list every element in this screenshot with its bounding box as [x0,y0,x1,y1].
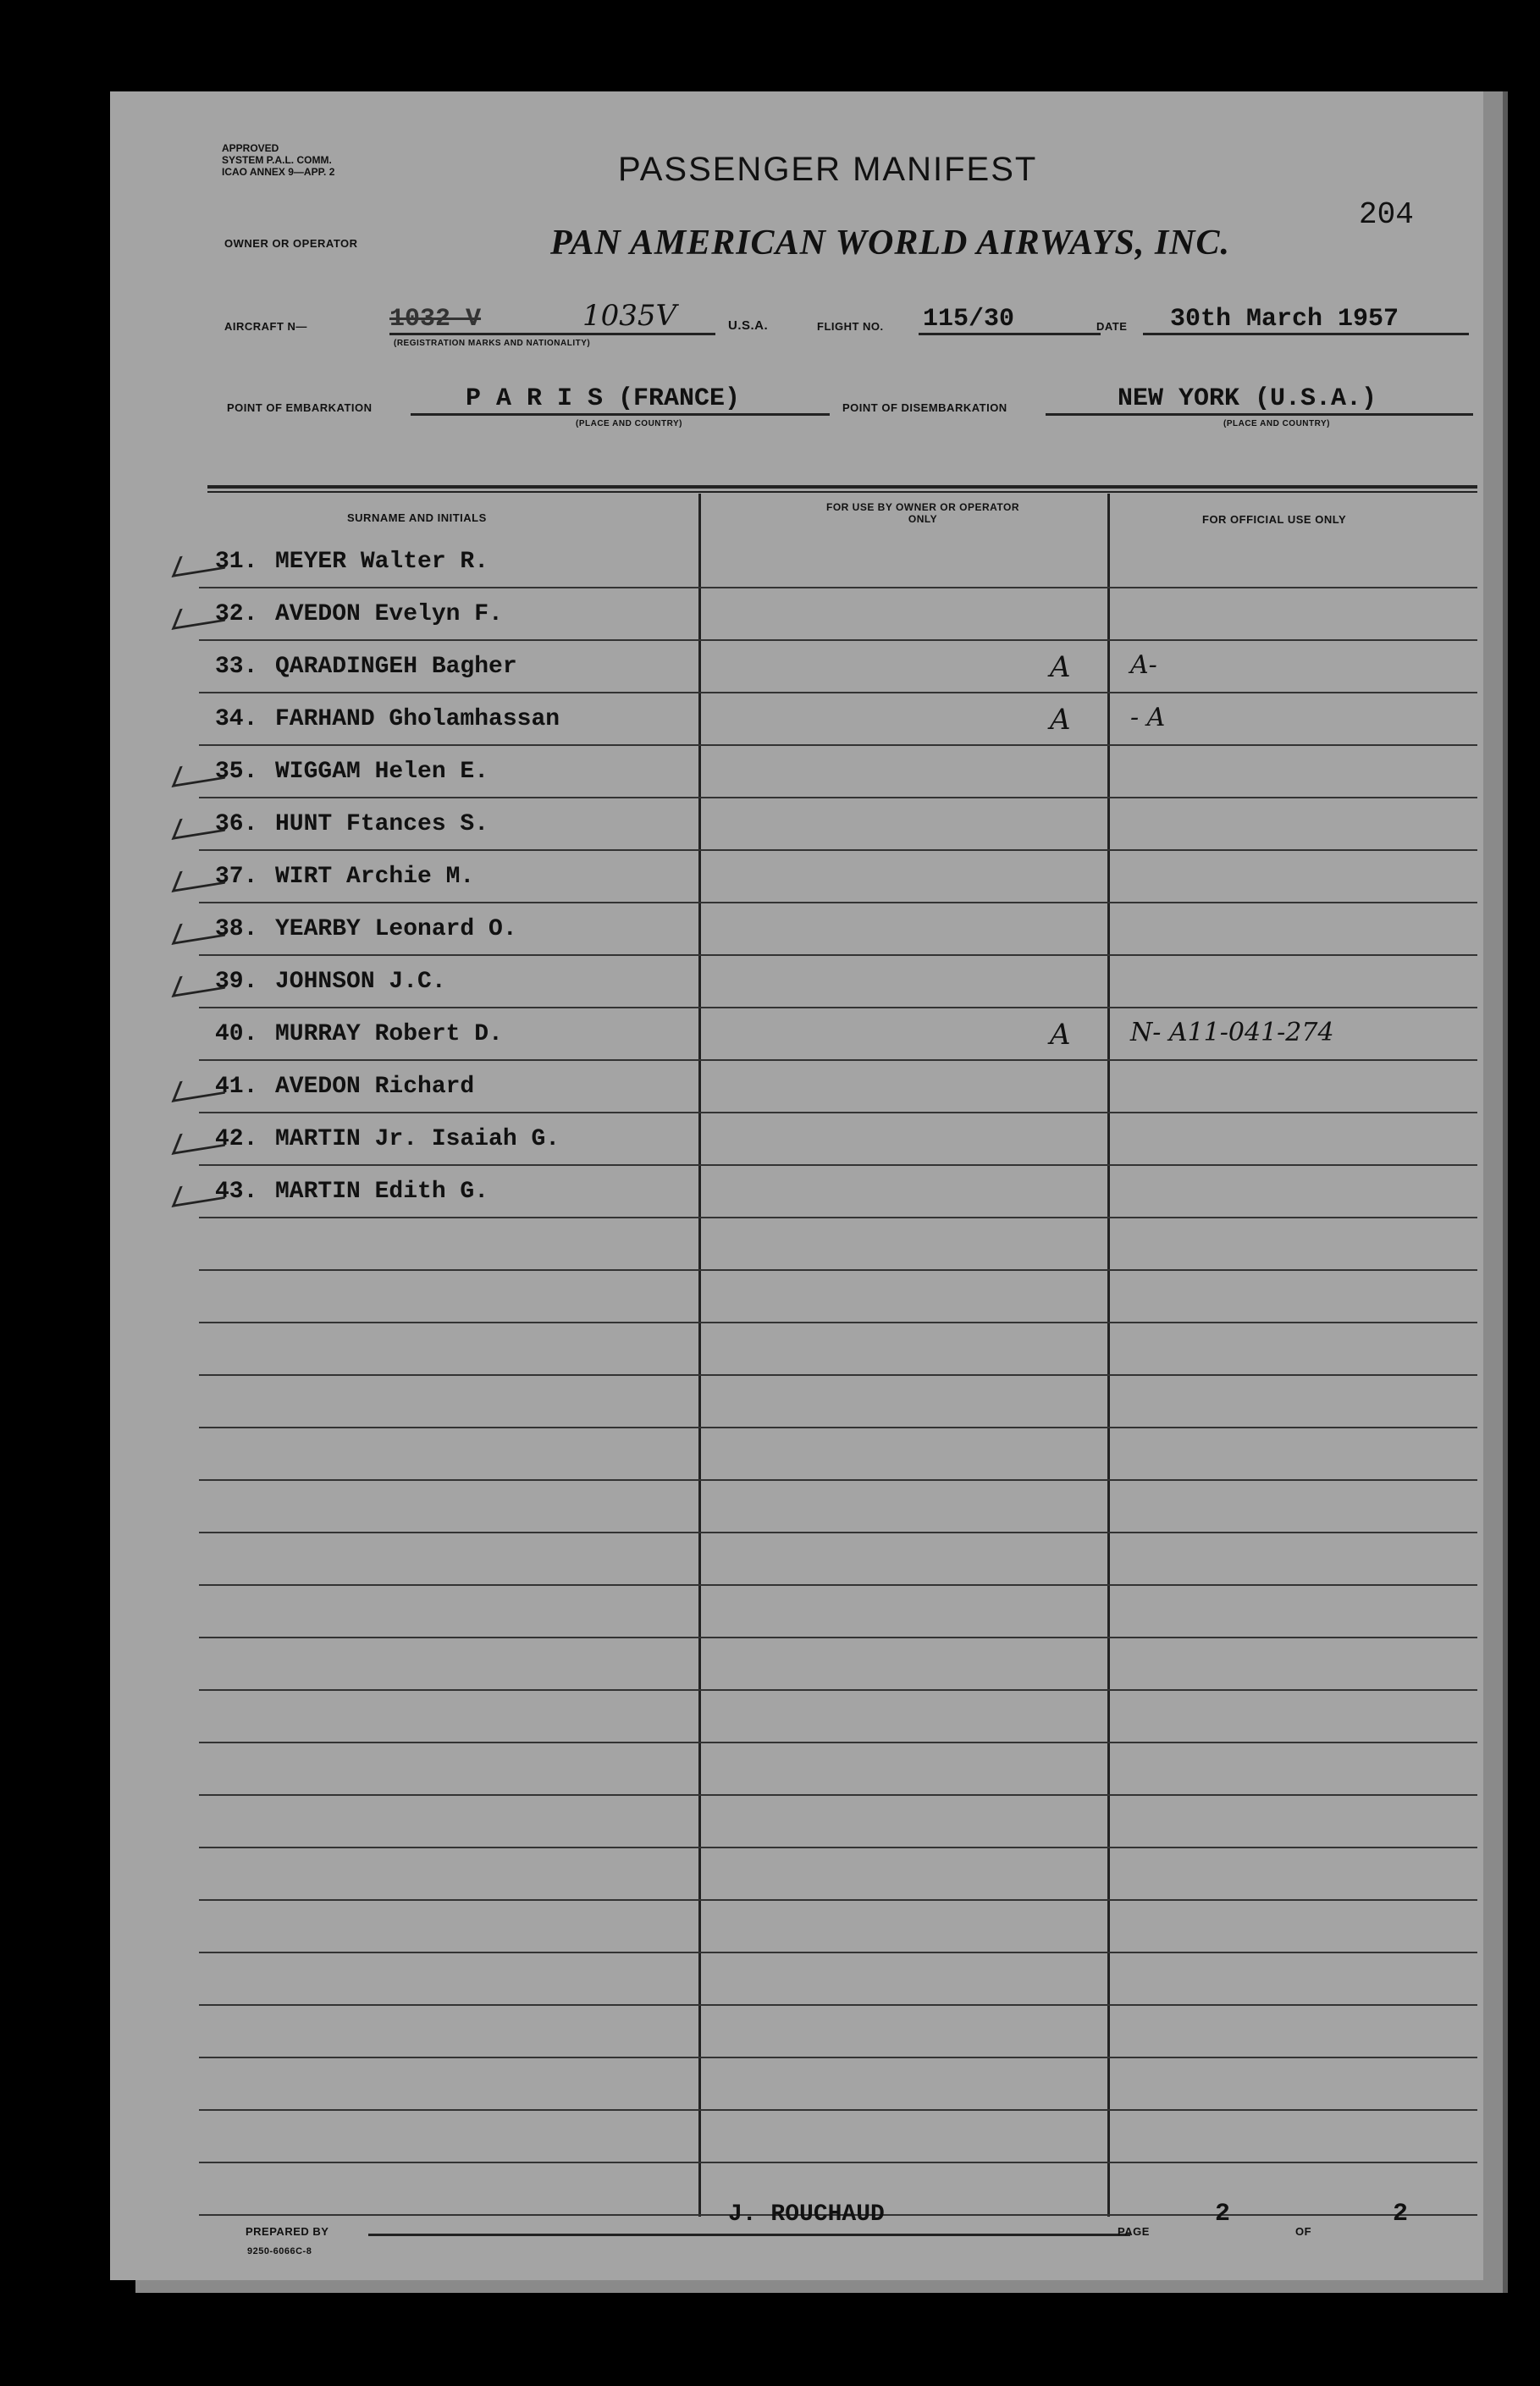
disembark-value: NEW YORK (U.S.A.) [1118,384,1377,413]
row-rule [199,1427,1477,1428]
manifest-sheet [110,91,1483,2280]
table-row [110,960,1473,1007]
table-row [110,593,1473,639]
flight-label: FLIGHT NO. [817,320,884,333]
row-rule [199,1374,1477,1376]
passenger-name: JOHNSON J.C. [275,969,446,995]
row-rule [199,1532,1477,1533]
passenger-name: AVEDON Richard [275,1074,475,1100]
date-label: DATE [1096,320,1128,333]
row-rule [199,2109,1477,2111]
row-rule [199,1112,1477,1113]
operator-name: PAN AMERICAN WORLD AIRWAYS, INC. [550,224,1231,262]
embark-sublabel: (PLACE AND COUNTRY) [576,419,682,428]
passenger-number: 31. [215,549,258,575]
col-official-header: FOR OFFICIAL USE ONLY [1202,513,1347,526]
passenger-number: 34. [215,706,258,732]
embark-label: POINT OF EMBARKATION [227,401,373,414]
passenger-number: 33. [215,654,258,680]
flight-number: 115/30 [923,305,1015,334]
passenger-name: AVEDON Evelyn F. [275,601,503,627]
row-rule [199,1059,1477,1061]
table-row [110,750,1473,797]
row-rule [199,902,1477,903]
page-total: 2 [1393,2200,1409,2229]
passenger-number: 42. [215,1126,258,1152]
row-rule [199,1479,1477,1481]
row-rule [199,1322,1477,1323]
header-rule [207,485,1477,489]
row-rule [199,1007,1477,1008]
row-rule [199,1952,1477,1953]
row-rule [199,797,1477,798]
passenger-name: MARTIN Edith G. [275,1179,489,1205]
official-mark: A- [1130,650,1157,680]
nationality: U.S.A. [728,318,769,333]
table-row [110,698,1473,744]
row-rule [199,2057,1477,2058]
passenger-name: FARHAND Gholamhassan [275,706,560,732]
table-row [110,1065,1473,1112]
row-rule [199,2004,1477,2006]
approval-line: APPROVED [222,142,279,154]
table-row [110,908,1473,954]
row-rule [199,692,1477,693]
row-rule [199,2162,1477,2163]
aircraft-struck: 1032 V [389,305,482,334]
prepared-by: J. ROUCHAUD [728,2201,885,2228]
passenger-number: 32. [215,601,258,627]
row-rule [199,1164,1477,1166]
approval-line: ICAO ANNEX 9—APP. 2 [222,166,335,178]
passenger-name: WIRT Archie M. [275,864,475,890]
table-row [110,803,1473,849]
row-rule [199,587,1477,588]
embark-value: P A R I S (FRANCE) [466,384,741,413]
passenger-number: 43. [215,1179,258,1205]
disembark-label: POINT OF DISEMBARKATION [842,401,1007,414]
disembark-line [1046,413,1473,416]
row-rule [199,1689,1477,1691]
form-title: PASSENGER MANIFEST [618,151,1038,188]
col-surname-header: SURNAME AND INITIALS [347,511,487,524]
flight-date: 30th March 1957 [1170,305,1399,334]
passenger-name: WIGGAM Helen E. [275,759,489,785]
header-rule [207,491,1477,493]
table-row [110,645,1473,692]
passenger-name: HUNT Ftances S. [275,811,489,837]
passenger-number: 40. [215,1021,258,1047]
disembark-sublabel: (PLACE AND COUNTRY) [1223,419,1330,428]
col-owner-header: FOR USE BY OWNER OR OPERATOR ONLY [825,501,1020,525]
row-rule [199,1269,1477,1271]
passenger-name: QARADINGEH Bagher [275,654,517,680]
aircraft-label: AIRCRAFT N— [224,320,307,333]
owner-label: OWNER OR OPERATOR [224,237,358,250]
row-rule [199,1742,1477,1743]
row-rule [199,744,1477,746]
prepared-line [368,2234,1130,2236]
row-rule [199,1637,1477,1638]
passenger-name: MEYER Walter R. [275,549,489,575]
row-rule [199,1899,1477,1901]
owner-mark: A [1050,703,1071,737]
passenger-number: 39. [215,969,258,995]
passenger-name: MARTIN Jr. Isaiah G. [275,1126,560,1152]
approval-line: SYSTEM P.A.L. COMM. [222,154,332,166]
passenger-name: MURRAY Robert D. [275,1021,503,1047]
form-number: 9250-6066C-8 [247,2246,312,2256]
page-label: PAGE [1118,2225,1150,2238]
passenger-number: 35. [215,759,258,785]
official-mark: - A [1130,703,1166,732]
owner-mark: A [1050,650,1071,684]
official-mark: N- A11-041-274 [1130,1018,1334,1047]
table-row [110,1118,1473,1164]
table-row [110,540,1473,587]
row-rule [199,1217,1477,1218]
registration-sublabel: (REGISTRATION MARKS AND NATIONALITY) [394,339,591,348]
approval-block [222,142,334,178]
aircraft-handwritten: 1035V [582,299,677,333]
row-rule [199,1584,1477,1586]
table-row [110,855,1473,902]
row-rule [199,1794,1477,1796]
row-rule [199,1847,1477,1848]
embark-line [411,413,830,416]
passenger-number: 38. [215,916,258,942]
row-rule [199,849,1477,851]
passenger-number: 36. [215,811,258,837]
page-number: 2 [1215,2200,1231,2229]
row-rule [199,954,1477,956]
owner-mark: A [1050,1018,1071,1052]
row-rule [199,639,1477,641]
passenger-name: YEARBY Leonard O. [275,916,517,942]
passenger-number: 37. [215,864,258,890]
table-row [110,1013,1473,1059]
of-label: OF [1295,2225,1312,2238]
passenger-number: 41. [215,1074,258,1100]
page-stamp-number: 204 [1359,197,1414,232]
prepared-label: PREPARED BY [246,2225,329,2238]
table-row [110,1170,1473,1217]
